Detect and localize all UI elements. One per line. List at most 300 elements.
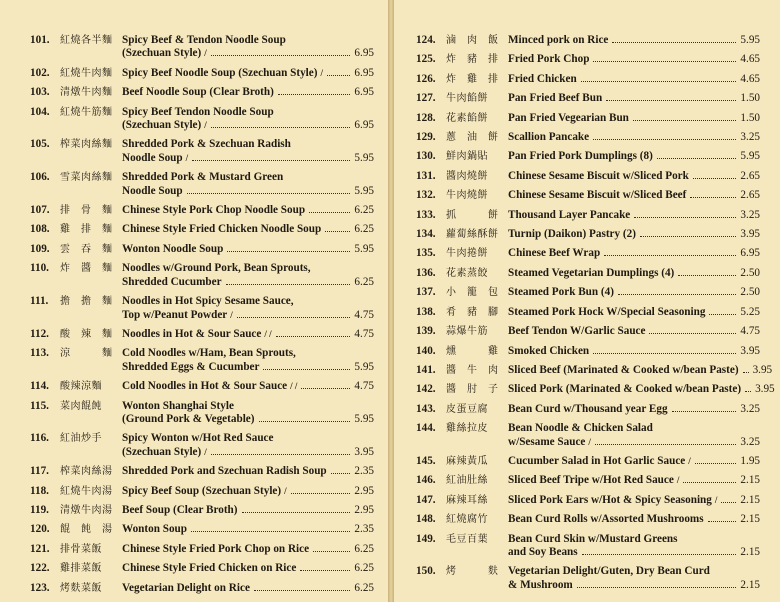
- menu-item-148: [416, 513, 760, 526]
- item-price: 5.95: [354, 151, 374, 164]
- item-number: 139.: [416, 325, 436, 338]
- dot-leader: [211, 127, 351, 128]
- item-name-text: Bean Curd w/Thousand year Egg: [508, 402, 668, 415]
- item-description: [508, 306, 760, 319]
- menu-item-111: [30, 295, 374, 322]
- item-chinese-name: 醬 肘 子: [446, 384, 499, 396]
- item-name-text: Smoked Chicken: [508, 344, 590, 357]
- item-chinese-name: 排骨菜飯: [60, 543, 102, 555]
- item-price: 4.75: [354, 308, 374, 321]
- menu-item-103: [30, 86, 374, 99]
- description-line: [122, 485, 374, 498]
- item-number: 131.: [416, 169, 436, 182]
- item-number: 136.: [416, 266, 436, 279]
- item-chinese-name: 烤 麩: [446, 566, 499, 578]
- item-price: 6.95: [354, 119, 374, 132]
- item-name-text: Spicy Wonton w/Hot Red Sauce: [122, 432, 274, 445]
- item-chinese-name: 紅燒各半麵: [60, 35, 113, 46]
- item-number: 115.: [30, 399, 49, 412]
- item-number: 109.: [30, 242, 50, 255]
- item-description: [508, 131, 760, 144]
- dot-leader: [226, 284, 351, 285]
- description-line: [122, 400, 374, 413]
- chili-pepper-icon: /: [204, 120, 207, 131]
- dot-leader: [634, 217, 736, 218]
- item-chinese-name: 毛豆百葉: [446, 533, 488, 545]
- description-line: [122, 295, 374, 308]
- chili-pepper-icon: /: [185, 152, 189, 163]
- item-number: 113.: [30, 347, 49, 360]
- item-name-text: & Mushroom: [508, 578, 573, 591]
- item-name-text: Steamed Vegetarian Dumplings (4): [508, 266, 675, 279]
- dot-leader: [633, 120, 737, 121]
- item-number: 114.: [30, 380, 49, 393]
- item-name-text: Turnip (Daikon) Pastry (2): [508, 228, 636, 241]
- item-number: 146.: [416, 474, 436, 487]
- item-number: 143.: [416, 402, 436, 415]
- description-line: [122, 223, 374, 236]
- item-price: 5.25: [740, 305, 760, 318]
- description-line: [122, 309, 374, 322]
- item-description: [508, 34, 760, 47]
- item-price: 6.25: [354, 275, 374, 288]
- item-chinese-name: 醬 牛 肉: [446, 364, 499, 376]
- chili-pepper-icon: /: [204, 446, 207, 457]
- item-name-text: Sliced Pork (Marinated & Cooked w/bean Paste): [508, 383, 742, 396]
- dot-leader: [743, 372, 749, 373]
- item-number: 104.: [30, 105, 50, 118]
- item-name-text: Shredded Pork and Szechuan Radish Soup: [122, 465, 327, 478]
- item-number: 120.: [30, 523, 50, 536]
- description-line: [122, 185, 374, 198]
- menu-item-110: [30, 262, 374, 289]
- dot-leader: [595, 444, 737, 445]
- item-description: [122, 138, 374, 165]
- item-number: 121.: [30, 542, 50, 555]
- item-chinese-name: 紅油炒手: [60, 433, 102, 445]
- item-price: 3.25: [740, 208, 760, 221]
- menu-item-137: [416, 286, 760, 299]
- dot-leader: [709, 314, 736, 315]
- description-line: [122, 523, 374, 536]
- menu-item-128: [416, 112, 760, 125]
- item-number: 130.: [416, 150, 436, 163]
- item-number: 123.: [30, 581, 50, 594]
- item-description: [122, 543, 374, 556]
- item-price: 5.95: [354, 412, 374, 425]
- item-name-text: Sliced Beef Tripe w/Hot Red Sauce: [508, 474, 674, 487]
- item-price: 3.95: [755, 383, 775, 396]
- dot-leader: [300, 570, 350, 571]
- item-description: [122, 34, 374, 61]
- item-chinese-name: 蒜爆牛筋: [446, 326, 488, 338]
- item-name-text: Shredded Pork & Szechuan Radish: [122, 138, 291, 151]
- description-line: [508, 364, 772, 377]
- menu-item-122: [30, 562, 374, 575]
- item-number: 117.: [30, 465, 49, 478]
- description-line: [122, 347, 374, 360]
- item-number: 106.: [30, 171, 50, 184]
- item-price: 3.25: [740, 131, 760, 144]
- dot-leader: [604, 255, 736, 256]
- item-name-text: Cold Noodles in Hot & Sour Sauce: [122, 380, 288, 393]
- item-number: 132.: [416, 189, 436, 202]
- item-description: [508, 474, 760, 487]
- item-description: [508, 345, 760, 358]
- item-description: [508, 150, 760, 163]
- item-price: 2.95: [354, 503, 374, 516]
- description-line: [508, 579, 760, 592]
- item-price: 6.95: [354, 66, 374, 79]
- item-description: [508, 455, 760, 468]
- description-line: [122, 380, 374, 393]
- item-chinese-name: 紅油肚絲: [446, 475, 488, 487]
- dot-leader: [593, 353, 736, 354]
- item-name-text: Bean Curd Rolls w/Assorted Mushrooms: [508, 513, 704, 526]
- item-description: [122, 86, 374, 99]
- item-price: 2.15: [740, 545, 760, 558]
- item-description: [122, 582, 374, 595]
- item-name-text: Chinese Beef Wrap: [508, 247, 601, 260]
- item-description: [508, 228, 760, 241]
- item-name-text: Noodle Soup: [122, 151, 183, 164]
- dot-leader: [582, 554, 737, 555]
- description-line: [508, 209, 760, 222]
- dot-leader: [606, 100, 736, 101]
- item-description: [508, 209, 760, 222]
- description-line: [122, 262, 374, 275]
- item-price: 6.95: [354, 47, 374, 60]
- menu-item-129: [416, 131, 760, 144]
- item-number: 122.: [30, 562, 50, 575]
- description-line: [508, 565, 760, 578]
- item-chinese-name: 抓 餅: [446, 209, 499, 221]
- dot-leader: [745, 391, 751, 392]
- item-name-text: Scallion Pancake: [508, 131, 590, 144]
- dot-leader: [657, 158, 737, 159]
- menu-item-121: [30, 543, 374, 556]
- item-number: 119.: [30, 503, 49, 516]
- chili-pepper-icon: /: [230, 309, 233, 320]
- item-name-text: Wonton Soup: [122, 523, 187, 536]
- item-number: 145.: [416, 454, 436, 467]
- menu-item-117: [30, 465, 374, 478]
- description-line: [508, 92, 760, 105]
- item-number: 118.: [30, 484, 49, 497]
- description-line: [508, 455, 760, 468]
- item-price: 4.75: [740, 325, 760, 338]
- dot-leader: [313, 551, 350, 552]
- dot-leader: [672, 411, 737, 412]
- item-description: [508, 403, 760, 416]
- item-chinese-name: 牛肉餡餅: [446, 93, 488, 105]
- item-chinese-name: 炸 醬 麵: [60, 263, 113, 275]
- description-line: [508, 131, 760, 144]
- item-description: [122, 504, 374, 517]
- item-price: 2.15: [740, 578, 760, 591]
- item-name-text: Cucumber Salad in Hot Garlic Sauce: [508, 454, 686, 467]
- description-line: [508, 546, 760, 559]
- chili-pepper-icon: / /: [264, 328, 272, 339]
- menu-item-115: [30, 400, 374, 427]
- item-description: [508, 494, 760, 507]
- item-number: 107.: [30, 204, 50, 217]
- item-name-text: Bean Noodle & Chicken Salad: [508, 422, 653, 435]
- item-number: 144.: [416, 422, 436, 435]
- item-number: 129.: [416, 131, 436, 144]
- item-number: 126.: [416, 72, 436, 85]
- item-chinese-name: 雞 排 麵: [60, 224, 113, 236]
- description-line: [122, 67, 374, 80]
- item-description: [508, 383, 775, 396]
- dot-leader: [237, 317, 351, 318]
- item-price: 5.95: [354, 360, 374, 373]
- menu-item-113: [30, 347, 374, 374]
- item-name-text: Spicy Beef & Tendon Noodle Soup: [122, 34, 286, 46]
- description-line: [508, 286, 760, 299]
- chili-pepper-icon: /: [204, 48, 207, 59]
- description-line: [508, 422, 760, 435]
- menu-item-136: [416, 267, 760, 280]
- item-price: 1.50: [740, 111, 760, 124]
- description-line: [508, 533, 760, 546]
- description-line: [508, 228, 760, 241]
- item-number: 125.: [416, 53, 436, 66]
- item-number: 103.: [30, 86, 50, 99]
- item-chinese-name: 紅燒牛筋麵: [60, 106, 113, 118]
- item-number: 127.: [416, 92, 436, 105]
- item-description: [122, 400, 374, 427]
- dot-leader: [640, 236, 736, 237]
- chili-pepper-icon: /: [676, 475, 680, 486]
- item-name-text: Pan Fried Vegearian Bun: [508, 111, 629, 124]
- menu-item-120: [30, 523, 374, 536]
- item-name-text: Chinese Style Fried Pork Chop on Rice: [122, 542, 310, 555]
- item-description: [122, 262, 374, 289]
- dot-leader: [301, 388, 350, 389]
- item-description: [122, 562, 374, 575]
- dot-leader: [327, 75, 350, 76]
- item-chinese-name: 榨菜肉絲湯: [60, 466, 113, 478]
- dot-leader: [227, 251, 350, 252]
- item-description: [508, 189, 760, 202]
- item-number: 112.: [30, 327, 49, 340]
- chili-pepper-icon: / /: [290, 381, 298, 392]
- item-name-text: Sliced Beef (Marinated & Cooked w/bean Paste): [508, 363, 739, 376]
- dot-leader: [678, 275, 736, 276]
- item-name-text: Chinese Sesame Biscuit w/Sliced Pork: [508, 169, 689, 182]
- item-chinese-name: 牛肉捲餅: [446, 248, 488, 260]
- item-price: 6.25: [354, 581, 374, 594]
- item-chinese-name: 蔥 油 餅: [446, 132, 499, 144]
- item-name-text: Cold Noodles w/Ham, Bean Sprouts,: [122, 347, 296, 360]
- item-name-text: Pan Fried Pork Dumplings (8): [508, 150, 653, 163]
- item-chinese-name: 紅燒牛肉麵: [60, 67, 113, 79]
- menu-item-124: [416, 34, 760, 47]
- item-description: [508, 325, 760, 338]
- item-chinese-name: 擔 擔 麵: [60, 296, 113, 308]
- item-number: 147.: [416, 493, 436, 506]
- dot-leader: [242, 512, 351, 513]
- item-description: [508, 170, 760, 183]
- item-description: [122, 523, 374, 536]
- menu-item-106: [30, 171, 374, 198]
- description-line: [508, 513, 760, 526]
- menu-item-131: [416, 170, 760, 183]
- description-line: [122, 152, 374, 165]
- menu-item-133: [416, 209, 760, 222]
- item-chinese-name: 雞絲拉皮: [446, 423, 488, 435]
- chili-pepper-icon: /: [284, 485, 287, 496]
- description-line: [122, 432, 374, 445]
- description-line: [122, 446, 374, 459]
- description-line: [508, 345, 760, 358]
- dot-leader: [581, 81, 737, 82]
- dot-leader: [593, 61, 736, 62]
- menu-item-146: [416, 474, 760, 487]
- item-chinese-name: 小 籠 包: [446, 287, 499, 299]
- menu-item-145: [416, 455, 760, 468]
- item-number: 133.: [416, 208, 436, 221]
- item-price: 5.95: [740, 150, 760, 163]
- menu-item-132: [416, 189, 760, 202]
- item-price: 2.35: [354, 465, 374, 478]
- description-line: [122, 204, 374, 217]
- item-chinese-name: 烤麩菜飯: [60, 582, 102, 594]
- item-description: [122, 485, 374, 498]
- description-line: [122, 361, 374, 374]
- item-chinese-name: 酸辣涼麵: [60, 381, 102, 393]
- item-name-text: Spicy Beef Noodle Soup (Szechuan Style): [122, 66, 318, 79]
- item-chinese-name: 紅燒牛肉湯: [60, 485, 113, 497]
- menu-item-138: [416, 306, 760, 319]
- dot-leader: [259, 421, 351, 422]
- item-number: 141.: [416, 363, 436, 376]
- item-name-text: Top w/Peanut Powder: [122, 308, 228, 321]
- item-description: [122, 465, 374, 478]
- item-chinese-name: 涼 麵: [60, 348, 113, 360]
- item-price: 6.95: [740, 247, 760, 260]
- chili-pepper-icon: /: [588, 436, 591, 447]
- description-line: [508, 189, 760, 202]
- menu-item-112: [30, 328, 374, 341]
- item-name-text: Sliced Pork Ears w/Hot & Spicy Seasoning: [508, 493, 712, 506]
- item-number: 137.: [416, 286, 436, 299]
- menu-item-119: [30, 504, 374, 517]
- menu-item-109: [30, 243, 374, 256]
- item-description: [122, 380, 374, 393]
- item-name-text: Noodles in Hot Spicy Sesame Sauce,: [122, 295, 294, 308]
- item-name-text: Wonton Shanghai Style: [122, 399, 234, 412]
- item-name-text: Noodles w/Ground Pork, Bean Sprouts,: [122, 262, 311, 275]
- dot-leader: [325, 231, 350, 232]
- item-price: 2.50: [740, 286, 760, 299]
- item-price: 3.95: [752, 363, 773, 376]
- item-description: [508, 73, 760, 86]
- menu-item-139: [416, 325, 760, 338]
- item-number: 116.: [30, 432, 49, 445]
- item-name-text: (Szechuan Style): [122, 445, 202, 458]
- dot-leader: [187, 193, 351, 194]
- dot-leader: [263, 369, 350, 370]
- item-description: [508, 422, 760, 449]
- item-number: 142.: [416, 383, 436, 396]
- item-number: 101.: [30, 34, 50, 46]
- menu-item-140: [416, 345, 760, 358]
- item-description: [508, 92, 760, 105]
- item-description: [508, 267, 760, 280]
- description-line: [508, 53, 760, 66]
- dot-leader: [708, 521, 737, 522]
- item-price: 2.65: [740, 169, 760, 182]
- item-name-text: Bean Curd Skin w/Mustard Greens: [508, 532, 678, 545]
- item-price: 3.25: [740, 435, 760, 448]
- item-chinese-name: 燻 雞: [446, 345, 499, 357]
- menu-item-114: [30, 380, 374, 393]
- menu-item-118: [30, 485, 374, 498]
- item-chinese-name: 餛 飩 湯: [60, 524, 113, 536]
- item-number: 124.: [416, 34, 436, 46]
- item-name-text: Wonton Noodle Soup: [122, 242, 224, 255]
- item-chinese-name: 炸 豬 排: [446, 54, 499, 66]
- item-description: [122, 67, 374, 80]
- description-line: [508, 403, 760, 416]
- dot-leader: [577, 587, 737, 588]
- description-line: [122, 328, 374, 341]
- item-description: [508, 513, 760, 526]
- menu-item-105: [30, 138, 374, 165]
- item-price: 4.75: [354, 380, 374, 393]
- menu-item-143: [416, 403, 760, 416]
- item-price: 4.65: [740, 53, 760, 66]
- item-number: 110.: [30, 262, 49, 275]
- item-price: 5.95: [354, 242, 374, 255]
- item-name-text: Steamed Pork Bun (4): [508, 286, 614, 299]
- dot-leader: [309, 212, 350, 213]
- dot-leader: [278, 94, 351, 95]
- description-line: [122, 34, 374, 47]
- item-price: 2.95: [354, 484, 374, 497]
- item-name-text: (Ground Pork & Vegetable): [122, 412, 255, 425]
- item-name-text: Shredded Eggs & Cucumber: [122, 360, 260, 373]
- description-line: [122, 504, 374, 517]
- description-line: [508, 383, 775, 396]
- item-number: 128.: [416, 111, 436, 124]
- item-name-text: w/Sesame Sauce: [508, 435, 586, 448]
- item-price: 6.25: [354, 223, 374, 236]
- item-number: 108.: [30, 223, 50, 236]
- item-name-text: Fried Pork Chop: [508, 53, 590, 66]
- item-price: 5.95: [354, 184, 374, 197]
- description-line: [122, 413, 374, 426]
- item-price: 3.95: [740, 228, 760, 241]
- item-chinese-name: 醬肉燒餅: [446, 170, 488, 182]
- item-name-text: (Szechuan Style): [122, 47, 202, 60]
- menu-item-127: [416, 92, 760, 105]
- item-description: [508, 364, 772, 377]
- item-chinese-name: 雪菜肉絲麵: [60, 172, 113, 184]
- item-number: 149.: [416, 532, 436, 545]
- description-line: [508, 494, 760, 507]
- item-chinese-name: 排 骨 麵: [60, 205, 113, 217]
- item-price: 1.50: [740, 92, 760, 105]
- description-line: [508, 306, 760, 319]
- menu-item-126: [416, 73, 760, 86]
- menu-item-147: [416, 494, 760, 507]
- item-number: 148.: [416, 513, 436, 526]
- item-description: [508, 533, 760, 560]
- item-number: 102.: [30, 66, 50, 79]
